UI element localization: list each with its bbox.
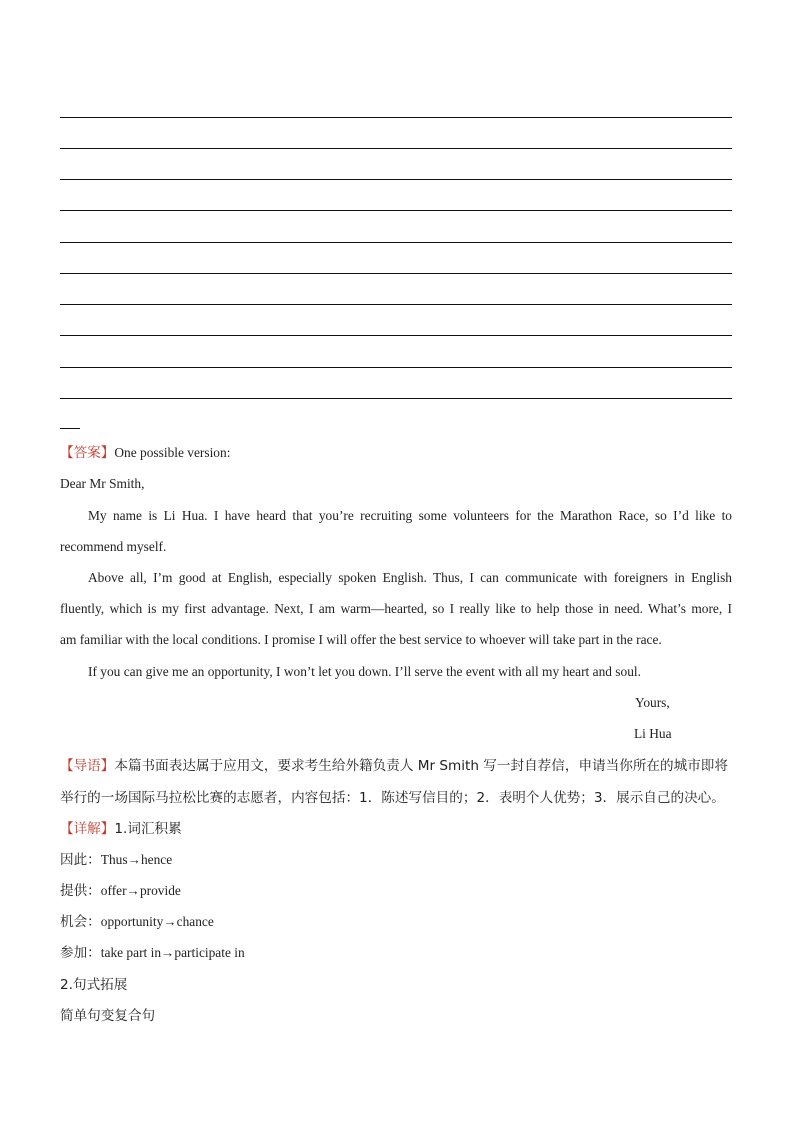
vocab-item [60,913,214,931]
vocab-cn: 机会： [60,914,101,930]
writing-line [60,148,732,149]
writing-line [60,398,732,399]
guide-line-1 [60,757,728,775]
letter-paragraph-2-line-2: fluently, which is my first advantage. Next, I am warm—hearted, so I really like to help those in need. What’s more, I [60,601,732,616]
letter-salutation: Dear Mr Smith, [60,476,145,491]
writing-line [60,335,732,336]
sentence-heading: 2.句式拓展 [60,977,128,993]
vocab-item [60,944,245,962]
answer-intro: One possible version: [114,445,231,460]
vocab-item [60,851,172,869]
guide-tag: 【导语】 [60,758,115,774]
answer-tag: 【答案】 [60,445,115,461]
vocab-en: opportunity→chance [100,914,214,929]
letter-paragraph-1-line-1: My name is Li Hua. I have heard that you’re recruiting some volunteers for the Marathon Race, so I’d like to [88,508,732,523]
writing-line [60,367,732,368]
vocab-en: Thus→hence [100,852,173,867]
letter-paragraph-3-line-1: If you can give me an opportunity, I won’t let you down. I’ll serve the event with all my heart and soul. [88,664,641,679]
guide-line-2: 举行的一场国际马拉松比赛的志愿者，内容包括：1．陈述写信目的；2．表明个人优势；3．展示自己的决心。 [60,790,725,806]
letter-paragraph-2-line-1: Above all, I’m good at English, especially spoken English. Thus, I can communicate with foreigners in English [88,570,732,585]
letter-paragraph-1-line-2: recommend myself. [60,539,167,554]
writing-line [60,304,732,305]
vocab-heading: 1.词汇积累 [114,821,182,837]
detail-header [60,820,182,838]
vocab-item [60,882,181,900]
letter-closing: Yours, [635,695,670,710]
writing-line [60,117,732,118]
sentence-subheading: 简单句变复合句 [60,1008,156,1024]
writing-line [60,179,732,180]
writing-line [60,210,732,211]
vocab-en: offer→provide [100,883,181,898]
writing-line-stub [60,428,80,429]
vocab-en: take part in→participate in [100,945,245,960]
letter-signature: Li Hua [634,726,672,741]
vocab-cn: 参加： [60,945,101,961]
writing-line [60,242,732,243]
vocab-cn: 提供： [60,883,101,899]
vocab-cn: 因此： [60,852,101,868]
answer-header [60,444,230,462]
writing-line [60,273,732,274]
guide-text-1: 本篇书面表达属于应用文，要求考生给外籍负责人 Mr Smith 写一封自荐信，申请当你所在的城市即将 [114,758,728,774]
detail-tag: 【详解】 [60,821,115,837]
letter-paragraph-2-line-3: am familiar with the local conditions. I promise I will offer the best service to whoever will take part in the race. [60,632,662,647]
